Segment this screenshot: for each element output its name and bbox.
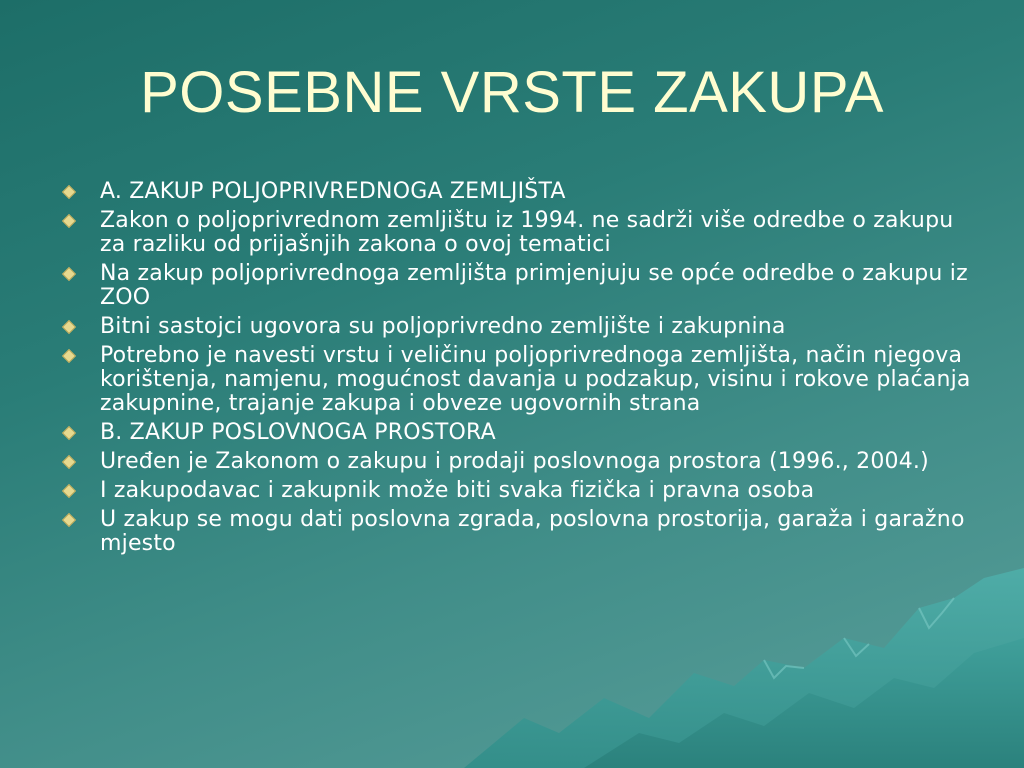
bullet-item <box>62 479 982 503</box>
bullet-text: Zakon o poljoprivrednom zemljištu iz 1994. ne sadrži više odredbe o zakupu za razliku od prijašnjih zakona o ovoj tematici <box>100 208 954 257</box>
slide-title: POSEBNE VRSTE ZAKUPA <box>140 60 884 125</box>
diamond-bullet-icon <box>62 513 76 527</box>
bullet-item <box>62 344 982 416</box>
bullet-text: Na zakup poljoprivrednoga zemljišta primjenjuju se opće odredbe o zakupu iz ZOO <box>100 261 968 310</box>
bullet-item <box>62 450 982 474</box>
diamond-bullet-icon <box>62 455 76 469</box>
diamond-bullet-icon <box>62 349 76 363</box>
diamond-bullet-icon <box>62 320 76 334</box>
bullet-item <box>62 421 982 445</box>
bullet-item <box>62 262 982 310</box>
diamond-bullet-icon <box>62 214 76 228</box>
bullet-text: B. ZAKUP POSLOVNOGA PROSTORA <box>100 420 496 445</box>
bullet-list <box>62 180 982 561</box>
bullet-item <box>62 209 982 257</box>
bullet-text: Potrebno je navesti vrstu i veličinu poljoprivrednoga zemljišta, način njegova korištenja, namjenu, mogućnost davanja u podzakup, visinu i rokove plaćanja zakupnine, trajanje zakupa i obveze ugovornih strana <box>100 343 971 416</box>
bullet-text: U zakup se mogu dati poslovna zgrada, poslovna prostorija, garaža i garažno mjesto <box>100 507 965 556</box>
bullet-item <box>62 180 982 204</box>
bullet-text: Bitni sastojci ugovora su poljoprivredno zemljište i zakupnina <box>100 314 786 339</box>
diamond-bullet-icon <box>62 185 76 199</box>
bullet-text: A. ZAKUP POLJOPRIVREDNOGA ZEMLJIŠTA <box>100 179 566 204</box>
diamond-bullet-icon <box>62 484 76 498</box>
bullet-item <box>62 315 982 339</box>
mountains-decoration <box>464 568 1024 768</box>
diamond-bullet-icon <box>62 426 76 440</box>
diamond-bullet-icon <box>62 267 76 281</box>
bullet-text: I zakupodavac i zakupnik može biti svaka fizička i pravna osoba <box>100 478 815 503</box>
bullet-text: Uređen je Zakonom o zakupu i prodaji poslovnoga prostora (1996., 2004.) <box>100 449 929 474</box>
bullet-item <box>62 508 982 556</box>
